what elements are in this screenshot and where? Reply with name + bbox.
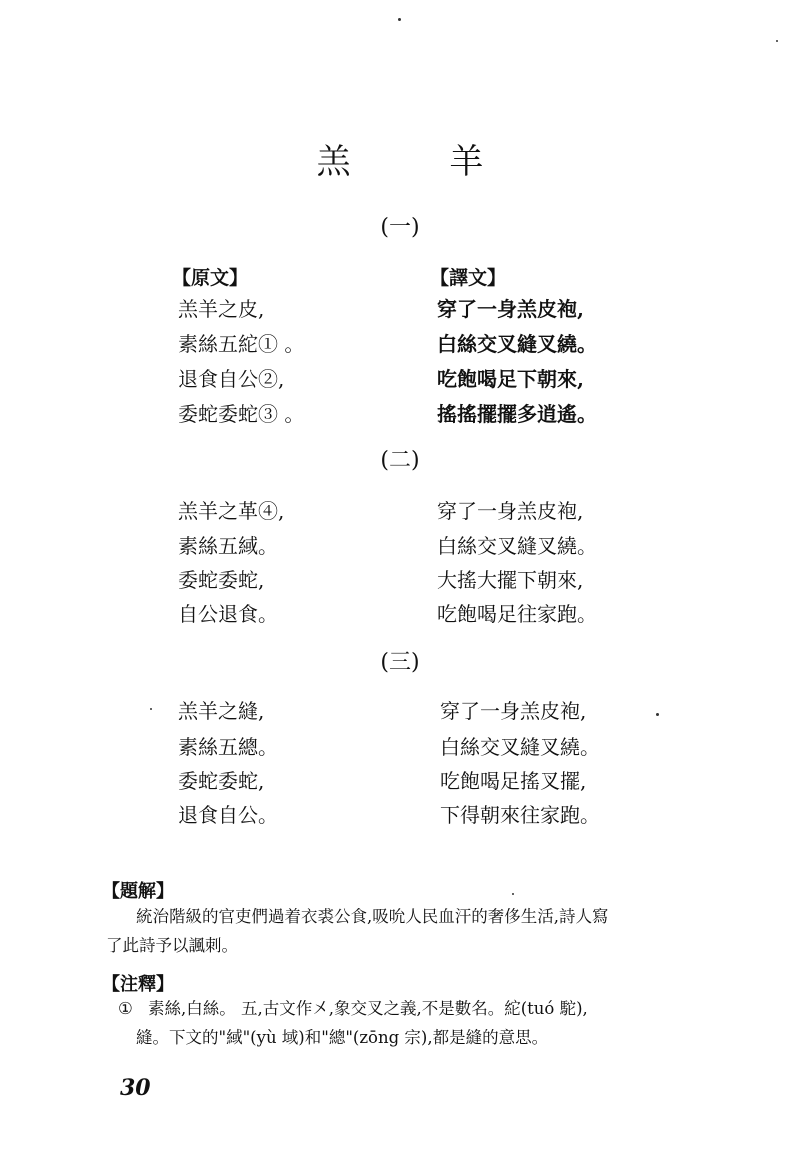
note-text: 素絲,白絲。 五,古文作㐅,象交叉之義,不是數名。紽(tuó 駝),: [148, 999, 588, 1018]
original-line: 自公退食。: [178, 602, 278, 626]
explanation-text: 了此詩予以諷刺。: [106, 936, 238, 955]
translation-line: 吃飽喝足搖叉擺,: [440, 769, 587, 793]
translation-line: 吃飽喝足往家跑。: [437, 602, 597, 626]
explanation-heading: 【題解】: [102, 881, 174, 902]
original-text-header: 【原文】: [172, 267, 249, 289]
original-line: 退食自公。: [178, 803, 278, 827]
original-line: 羔羊之皮,: [178, 297, 265, 321]
translation-line: 白絲交叉縫叉繞。: [437, 332, 597, 356]
translation-line: 吃飽喝足下朝來,: [437, 367, 584, 391]
scan-speck: [150, 708, 152, 710]
scan-speck: [656, 713, 659, 716]
translation-line: 下得朝來往家跑。: [440, 803, 600, 827]
poem-title: 羔 羊: [316, 142, 528, 182]
original-line: 素絲五總。: [178, 735, 278, 759]
translation-line: 白絲交叉縫叉繞。: [437, 534, 597, 558]
scan-speck: [776, 40, 778, 42]
page-number: 30: [120, 1075, 151, 1101]
original-line: 羔羊之革④,: [178, 499, 285, 523]
translation-line: 穿了一身羔皮袍,: [440, 699, 587, 723]
original-line: 退食自公②,: [178, 367, 285, 391]
translation-line: 搖搖擺擺多逍遙。: [437, 402, 597, 426]
section-label-1: (一): [380, 215, 420, 240]
note-text: 縫。下文的"緎"(yù 域)和"總"(zōng 宗),都是縫的意思。: [136, 1028, 549, 1047]
original-line: 素絲五紽① 。: [178, 332, 305, 356]
translation-line: 大搖大擺下朝來,: [437, 568, 584, 592]
original-line: 委蛇委蛇③ 。: [178, 402, 305, 426]
notes-heading: 【注釋】: [102, 974, 174, 995]
note-marker: ①: [118, 999, 133, 1018]
section-label-2: (二): [380, 448, 420, 473]
explanation-text: 統治階級的官吏們過着衣裘公食,吸吮人民血汗的奢侈生活,詩人寫: [136, 907, 609, 926]
original-line: 委蛇委蛇,: [178, 568, 265, 592]
scan-speck: [512, 893, 514, 895]
translation-line: 白絲交叉縫叉繞。: [440, 735, 600, 759]
section-label-3: (三): [380, 650, 420, 675]
original-line: 羔羊之縫,: [178, 699, 265, 723]
translation-line: 穿了一身羔皮袍,: [437, 297, 584, 321]
original-line: 委蛇委蛇,: [178, 769, 265, 793]
original-line: 素絲五緎。: [178, 534, 278, 558]
scan-speck: [398, 18, 401, 21]
translation-header: 【譯文】: [430, 267, 507, 289]
translation-line: 穿了一身羔皮袍,: [437, 499, 584, 523]
